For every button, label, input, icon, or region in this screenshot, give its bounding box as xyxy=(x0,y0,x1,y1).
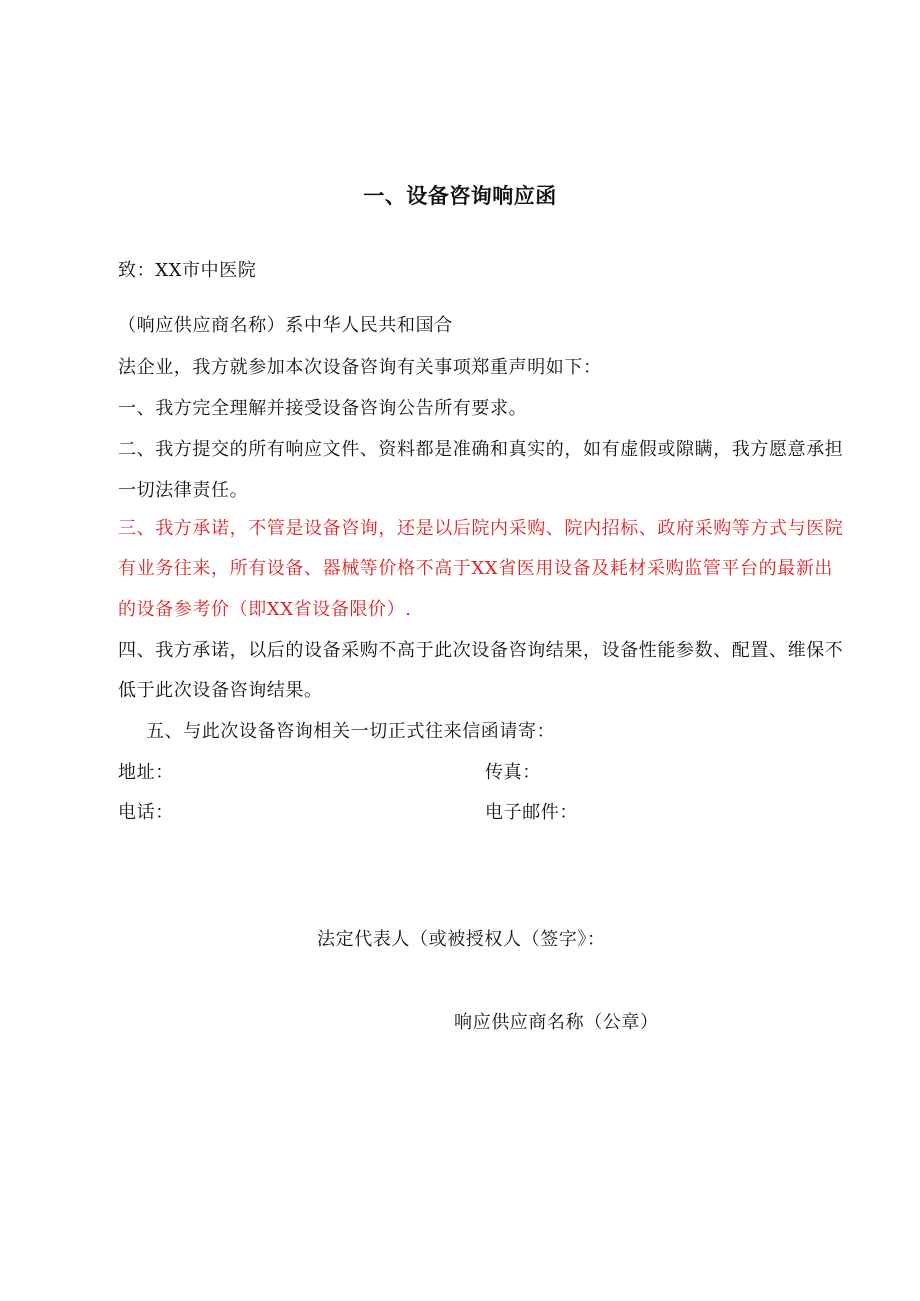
statement-item-3-line-1: 三、我方承诺，不管是设备咨询，还是以后院内采购、院内招标、政府采购等方式与医院 xyxy=(118,518,844,539)
intro-line-2: 法企业，我方就参加本次设备咨询有关事项郑重声明如下： xyxy=(118,357,602,378)
fax-label: 传真： xyxy=(485,762,541,783)
intro-line-1: （响应供应商名称）系中华人民共和国合 xyxy=(118,315,453,336)
statement-item-4-line-1: 四、我方承诺，以后的设备采购不高于此次设备咨询结果，设备性能参数、配置、维保不 xyxy=(118,640,844,661)
email-label: 电子邮件： xyxy=(485,802,578,823)
addressee: 致：XX市中医院 xyxy=(118,260,257,281)
statement-item-2-line-2: 一切法律责任。 xyxy=(118,480,249,501)
statement-item-2-line-1: 二、我方提交的所有响应文件、资料都是准确和真实的，如有虚假或隙瞒，我方愿意承担 xyxy=(118,439,844,460)
signature-label: 法定代表人（或被授权人（签字》： xyxy=(317,929,606,950)
statement-item-1: 一、我方完全理解并接受设备咨询公告所有要求。 xyxy=(118,398,528,419)
address-label: 地址： xyxy=(118,762,174,783)
statement-item-5: 五、与此次设备咨询相关一切正式往来信函请寄： xyxy=(146,721,556,742)
seal-label: 响应供应商名称（公章） xyxy=(454,1012,659,1033)
document-title: 一、设备咨询响应函 xyxy=(363,184,557,208)
statement-item-4-line-2: 低于此次设备咨询结果。 xyxy=(118,680,323,701)
phone-label: 电话： xyxy=(118,802,174,823)
statement-item-3-line-2: 有业务往来，所有设备、器械等价格不高于XX省医用设备及耗材采购监管平台的最新出 xyxy=(118,558,834,579)
statement-item-3-line-3: 的设备参考价（即XX省设备限价）. xyxy=(118,599,412,620)
